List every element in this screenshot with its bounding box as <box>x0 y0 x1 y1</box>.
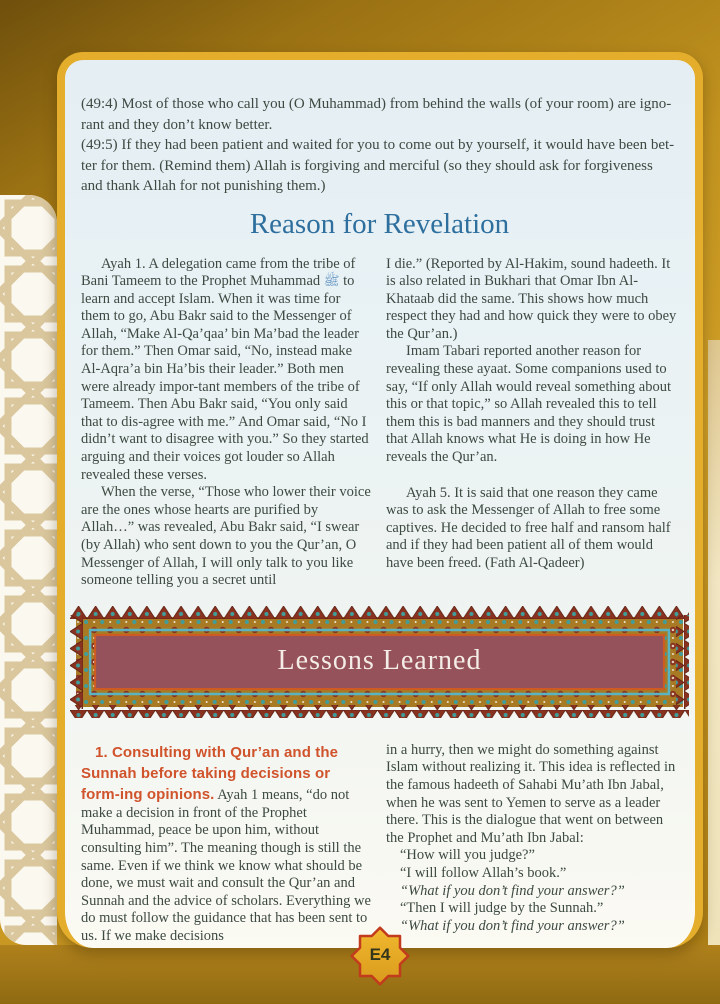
star-lattice-pattern-icon <box>0 195 57 945</box>
lessons-columns <box>81 742 678 946</box>
reason-paragraph: Ayah 5. It is said that one reason they came was to ask the Messenger of Allah to free some captives. He decided to free half and ransom half and if they had been patient all of them would have been freed. (Fath Al-Qadeer) <box>386 484 671 571</box>
reason-for-revelation-heading: Reason for Revelation <box>249 207 510 240</box>
reason-paragraph-text: to learn and accept Islam. When it was time for them to go, Abu Bakr said to the Messenger of Allah, “Make Al-Qa’qaa’ bin Ma’bad the leader for them.” Then Omar said, “No, instead make Al-Aqra’a bin Ha’bis their leader.” Both men were already impor-tant members of the tribe of Tameem. Then Abu Bakr said, “You only said that to dis-agree with me.” And Omar said, “No I didn’t want to disagree with you.” So they started arguing and their voices got louder so Allah revealed these verses. <box>81 273 369 483</box>
dialogue-block <box>386 847 678 935</box>
page-number-badge <box>350 926 410 986</box>
pbuh-symbol-icon: ﷺ <box>323 274 340 290</box>
page-content <box>65 60 695 946</box>
verse-49-5: (49:5) If they had been patient and waited for you to come out by yourself, it would have been bet-ter for them. (Remind them) Allah is forgiving and merciful (so they should ask for forgiveness and thank Allah for not punishing them.) <box>81 137 675 194</box>
next-page-edge <box>708 340 720 945</box>
lessons-learned-title: Lessons Learned <box>277 644 482 676</box>
lessons-paragraph: in a hurry, then we might do something against Islam without realizing it. This idea is reflected in the famous hadeeth of Sahabi Mu’ath Ibn Jabal, when he was sent to Yemen to serve as a leader there. This is the dialogue that went on between the Prophet and Mu’ath Ibn Jabal: <box>386 741 676 846</box>
dialogue-line: “How will you judge?” <box>400 847 535 864</box>
page-number: E4 <box>369 945 391 964</box>
reason-paragraph <box>81 256 373 485</box>
verse-49-4: (49:4) Most of those who call you (O Muhammad) from behind the walls (of your room) are igno-rant and they don’t know better. <box>81 96 672 133</box>
lesson-1-heading: 1. Consulting with Qur’an and the Sunnah before taking decisions or form-ing opinions. <box>81 743 339 803</box>
book-page <box>57 52 703 948</box>
dialogue-line: “What if you don’t find your answer?” <box>400 882 625 899</box>
reason-paragraph: Imam Tabari reported another reason for revealing these ayaat. Some companions used to say, “If only Allah would reveal something about this or that topic,” so Allah revealed this to tell them this is bad manners and they should trust that Allah knows what He is doing in how He reveals the Qur’an. <box>386 343 671 466</box>
lessons-left-column <box>81 742 373 946</box>
dialogue-line: “Then I will judge by the Sunnah.” <box>400 900 604 917</box>
star-lattice-margin <box>0 195 57 945</box>
lesson-1-body: Ayah 1 means, “do not make a decision in front of the Prophet Muhammad, peace be upon him, without consulting him”. The meaning though is still the same. Even if we think we know what should be done, we must wait and consult the Qur’an and Sunnah and the advice of scholars. Everything we do must follow the guidance that has been sent to us. If we make decisions <box>81 786 371 944</box>
dialogue-line: “What if you don’t find your answer?” <box>400 917 625 934</box>
reason-right-column <box>386 256 678 590</box>
reason-columns <box>81 256 678 590</box>
reason-paragraph: I die.” (Reported by Al-Hakim, sound hadeeth. It is also related in Bukhari that Omar Ibn Al-Khataab did the same. This shows how much respect they had and how quick they were to obey the Qur’an.) <box>386 255 677 342</box>
verse-translations <box>81 94 678 197</box>
lesson-1-paragraph <box>81 742 373 946</box>
reason-left-column <box>81 256 373 590</box>
lessons-right-column <box>386 742 678 946</box>
lessons-learned-banner <box>70 606 689 718</box>
dialogue-line: “I will follow Allah’s book.” <box>400 864 567 881</box>
reason-paragraph: When the verse, “Those who lower their voice are the ones whose hearts are purified by Allah…” was revealed, Abu Bakr said, “I swear (by Allah) who sent down to you the Qur’an, O Messenger of Allah, I will only talk to you like someone telling you a secret until <box>81 484 371 589</box>
reason-paragraph-text: Ayah 1. A delegation came from the tribe of Bani Tameem to the Prophet Muhammad <box>81 255 356 290</box>
